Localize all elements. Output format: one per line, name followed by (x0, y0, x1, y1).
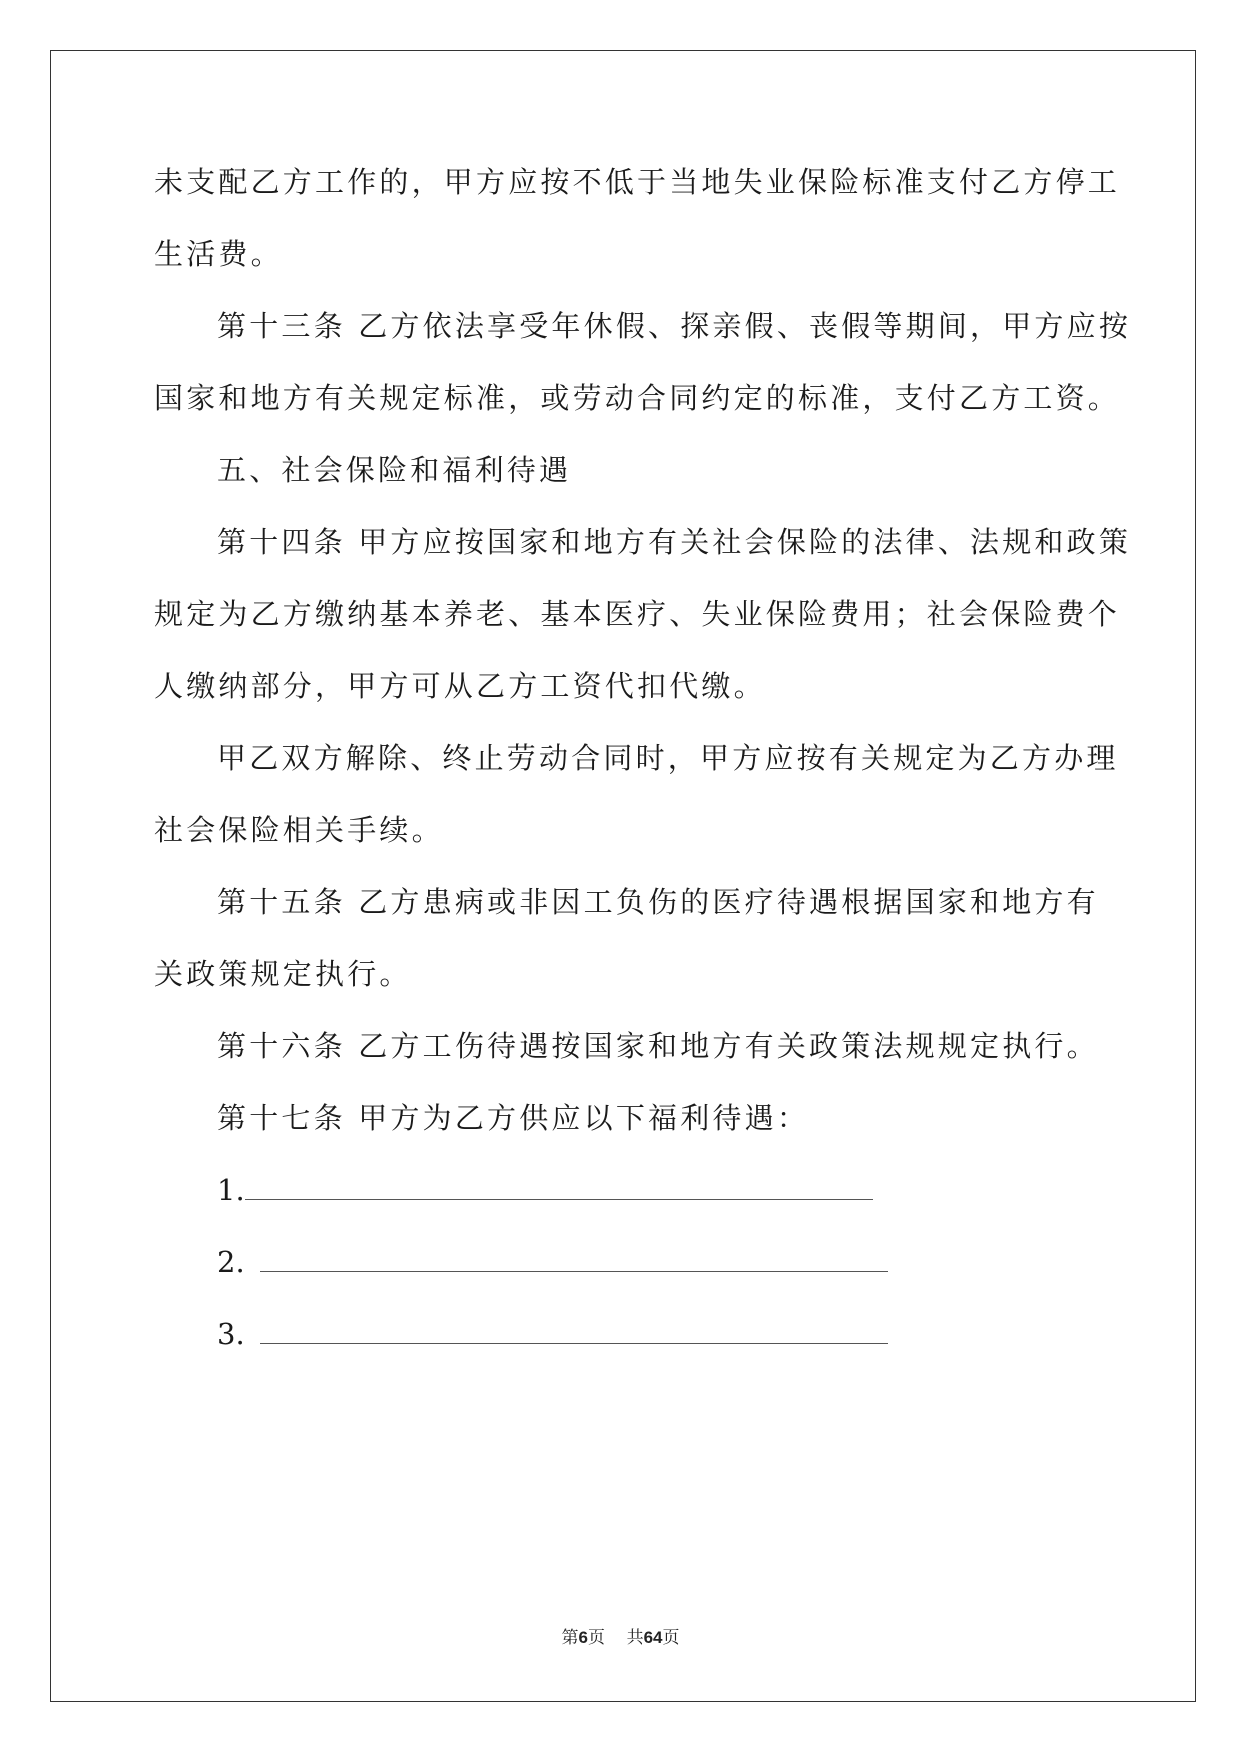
page-border (50, 50, 1196, 1702)
current-page-number: 6 (578, 1628, 588, 1647)
paragraph-line: 甲乙双方解除、终止劳动合同时，甲方应按有关规定为乙方办理 (217, 741, 1119, 775)
blank-item-number: 3. (217, 1317, 245, 1351)
fill-in-underline (245, 1199, 873, 1200)
blank-item-number: 2. (217, 1245, 245, 1279)
footer-prefix: 第 (561, 1628, 579, 1648)
paragraph-line: 国家和地方有关规定标准，或劳动合同约定的标准，支付乙方工资。 (154, 381, 1121, 415)
article-13-line: 第十三条 乙方依法享受年休假、探亲假、丧假等期间，甲方应按 (217, 309, 1132, 343)
paragraph-line: 未支配乙方工作的，甲方应按不低于当地失业保险标准支付乙方停工 (154, 165, 1121, 199)
blank-item-1 (217, 1170, 245, 1210)
page-footer (0, 1623, 1241, 1648)
paragraph-line: 规定为乙方缴纳基本养老、基本医疗、失业保险费用；社会保险费个 (154, 597, 1121, 631)
blank-item-2 (217, 1242, 245, 1282)
footer-middle: 页 共 (587, 1628, 644, 1648)
paragraph-line: 生活费。 (154, 237, 283, 271)
paragraph-line: 人缴纳部分，甲方可从乙方工资代扣代缴。 (154, 669, 766, 703)
footer-suffix: 页 (662, 1628, 680, 1648)
section-heading: 五、社会保险和福利待遇 (217, 453, 572, 487)
fill-in-underline (260, 1343, 888, 1344)
article-17-line: 第十七条 甲方为乙方供应以下福利待遇： (217, 1101, 810, 1135)
article-15-line: 第十五条 乙方患病或非因工负伤的医疗待遇根据国家和地方有 (217, 885, 1099, 919)
fill-in-underline (260, 1271, 888, 1272)
blank-item-3 (217, 1314, 245, 1354)
total-page-count: 64 (643, 1628, 663, 1647)
blank-item-number: 1. (217, 1173, 245, 1207)
paragraph-line: 关政策规定执行。 (154, 957, 412, 991)
article-14-line: 第十四条 甲方应按国家和地方有关社会保险的法律、法规和政策 (217, 525, 1132, 559)
paragraph-line: 社会保险相关手续。 (154, 813, 444, 847)
article-16-line: 第十六条 乙方工伤待遇按国家和地方有关政策法规规定执行。 (217, 1029, 1099, 1063)
